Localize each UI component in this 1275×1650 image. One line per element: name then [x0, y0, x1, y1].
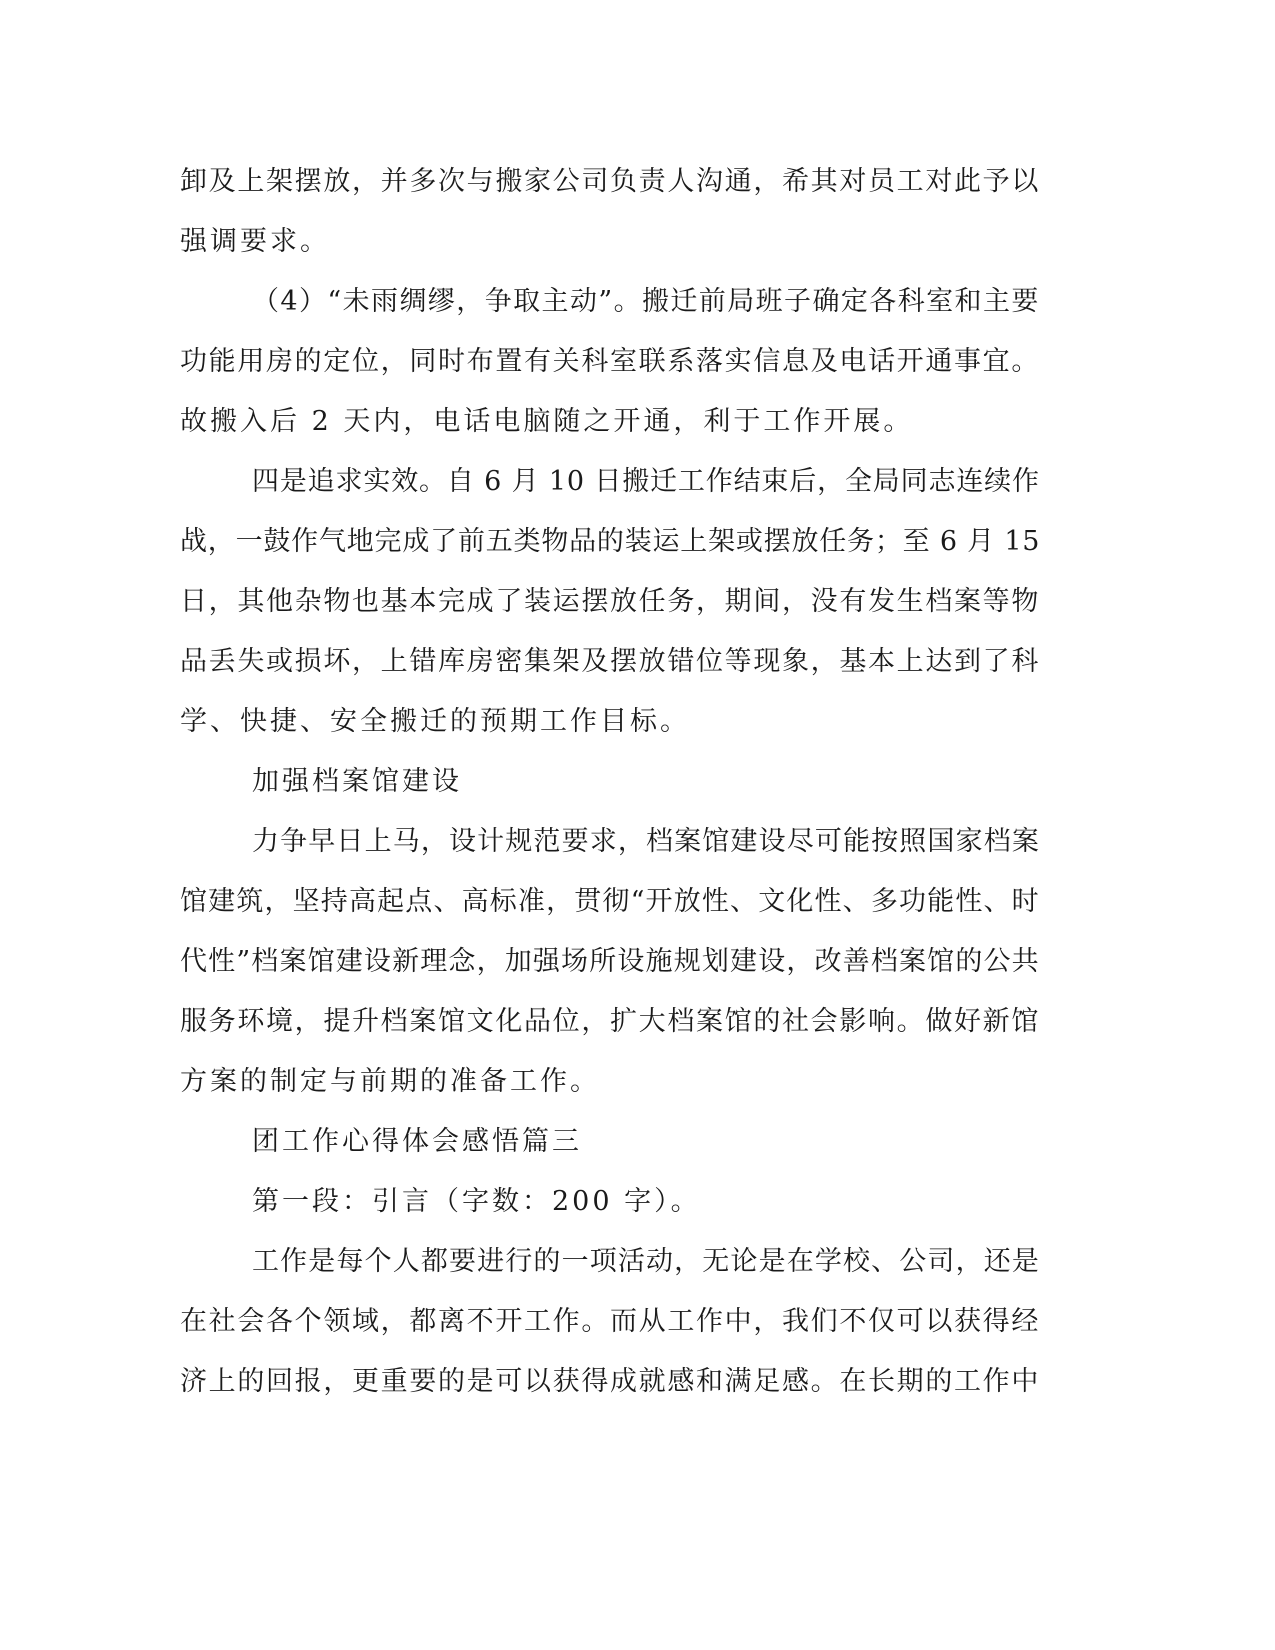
document-body: [180, 152, 1040, 1412]
text-line: 学、快捷、安全搬迁的预期工作目标。: [180, 706, 690, 737]
text-line: （4）“未雨绸缪，争取主动”。搬迁前局班子确定各科室和主要: [252, 286, 1040, 317]
text-line: 卸及上架摆放，并多次与搬家公司负责人沟通，希其对员工对此予以: [180, 166, 1040, 197]
text-line: 服务环境，提升档案馆文化品位，扩大档案馆的社会影响。做好新馆: [180, 1006, 1040, 1037]
text-line: 代性”档案馆建设新理念，加强场所设施规划建设，改善档案馆的公共: [180, 946, 1040, 977]
text-line: 工作是每个人都要进行的一项活动，无论是在学校、公司，还是: [252, 1246, 1040, 1277]
text-line: 功能用房的定位，同时布置有关科室联系落实信息及电话开通事宜。: [180, 346, 1040, 377]
text-line: 力争早日上马，设计规范要求，档案馆建设尽可能按照国家档案: [252, 826, 1040, 857]
text-line: 在社会各个领域，都离不开工作。而从工作中，我们不仅可以获得经: [180, 1306, 1040, 1337]
text-line: 第一段：引言（字数：200 字）。: [252, 1186, 701, 1217]
text-line: 加强档案馆建设: [252, 766, 462, 797]
text-line: 四是追求实效。自 6 月 10 日搬迁工作结束后，全局同志连续作: [252, 466, 1040, 497]
text-line: 战，一鼓作气地完成了前五类物品的装运上架或摆放任务；至 6 月 15: [180, 526, 1041, 557]
text-line: 故搬入后 2 天内，电话电脑随之开通，利于工作开展。: [180, 406, 914, 437]
text-line: 方案的制定与前期的准备工作。: [180, 1066, 600, 1097]
text-line: 日，其他杂物也基本完成了装运摆放任务，期间，没有发生档案等物: [180, 586, 1040, 617]
text-line: 品丢失或损坏，上错库房密集架及摆放错位等现象，基本上达到了科: [180, 646, 1040, 677]
text-line: 济上的回报，更重要的是可以获得成就感和满足感。在长期的工作中: [180, 1366, 1040, 1397]
text-line: 强调要求。: [180, 226, 330, 257]
text-line: 团工作心得体会感悟篇三: [252, 1126, 582, 1157]
text-line: 馆建筑，坚持高起点、高标准，贯彻“开放性、文化性、多功能性、时: [180, 886, 1040, 917]
